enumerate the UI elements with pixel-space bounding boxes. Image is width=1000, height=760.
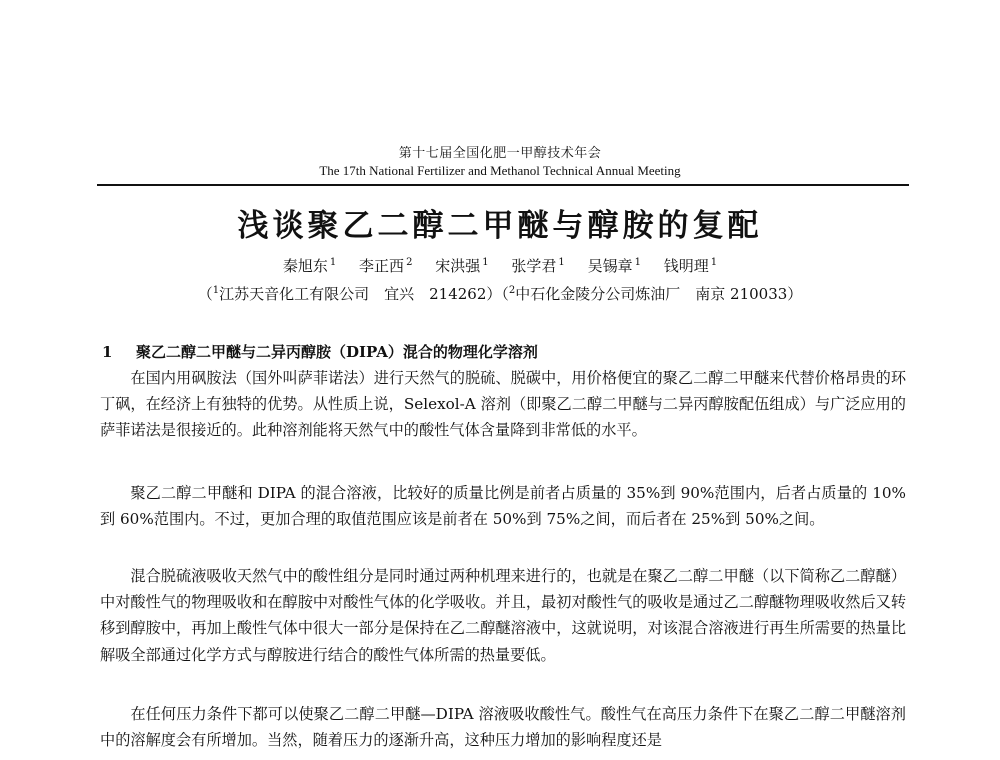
affiliation-mark-1: 1 (212, 285, 220, 296)
affiliation-2: 中石化金陵分公司炼油厂 南京 210033） (515, 285, 803, 303)
author (435, 255, 488, 276)
author-affiliation-mark: 1 (710, 257, 718, 268)
author (511, 255, 564, 276)
author (359, 255, 412, 276)
conference-header-en: The 17th National Fertilizer and Methanol Technical Annual Meeting (319, 163, 681, 178)
body-paragraph: 聚乙二醇二甲醚和 DIPA 的混合溶液，比较好的质量比例是前者占质量的 35%到 90%范围内，后者占质量的 10%到 60%范围内。不过，更加合理的取值范围应该是前者在 50%到 75%之间，而后者在 25%到 50%之间。 (100, 484, 906, 529)
author (283, 255, 336, 276)
author-affiliation-mark: 1 (634, 257, 641, 268)
author-name: 吴锡章 (587, 257, 633, 275)
body-paragraph: 在任何压力条件下都可以使聚乙二醇二甲醚—DIPA 溶液吸收酸性气。酸性气在高压力条件下在聚乙二醇二甲醚溶剂中的溶解度会有所增加。当然，随着压力的逐渐升高，这种压力增加的影响程度还是 (100, 705, 906, 750)
body-paragraph: 在国内用砜胺法（国外叫萨菲诺法）进行天然气的脱硫、脱碳中，用价格便宜的聚乙二醇二甲醚来代替价格昂贵的环丁砜，在经济上有独特的优势。从性质上说，Selexol-A 溶剂（即聚乙二醇二甲醚与二异丙醇胺配伍组成）与广泛应用的萨菲诺法是很接近的。此种溶剂能将天然气中的酸性气体含量降到非常低的水平。 (100, 369, 906, 440)
author (664, 255, 717, 276)
author-list (0, 255, 1000, 276)
affiliation-open: （ (197, 285, 213, 303)
author-affiliation-mark: 1 (329, 257, 337, 268)
author-name: 钱明理 (663, 257, 709, 275)
author-name: 李正西 (359, 257, 405, 275)
author (588, 255, 641, 276)
author-name: 秦旭东 (282, 257, 328, 275)
author-name: 张学君 (511, 257, 557, 275)
author-name: 宋洪强 (435, 257, 481, 275)
affiliation-mark-2: 2 (508, 285, 516, 296)
author-affiliation-mark: 1 (482, 257, 489, 268)
header-rule (97, 184, 909, 186)
author-affiliation-mark: 2 (406, 257, 413, 268)
affiliation-1: 江苏天音化工有限公司 宜兴 214262）（ (219, 285, 509, 303)
affiliations (0, 283, 1000, 304)
section-heading (102, 341, 912, 362)
author-affiliation-mark: 1 (558, 257, 565, 268)
body-paragraph: 混合脱硫液吸收天然气中的酸性组分是同时通过两种机理来进行的，也就是在聚乙二醇二甲醚（以下简称乙二醇醚）中对酸性气的物理吸收和在醇胺中对酸性气体的化学吸收。并且，最初对酸性气的吸收是通过乙二醇醚物理吸收然后又转移到醇胺中，再加上酸性气体中很大一部分是保持在乙二醇醚溶液中，这就说明，对该混合溶液进行再生所需要的热量比解吸全部通过化学方式与醇胺进行结合的酸性气体所需的热量要低。 (100, 567, 906, 664)
paper-title: 浅谈聚乙二醇二甲醚与醇胺的复配 (237, 208, 763, 244)
conference-header-cn: 第十七届全国化肥一甲醇技术年会 (398, 146, 602, 161)
section-title: 聚乙二醇二甲醚与二异丙醇胺（DIPA）混合的物理化学溶剂 (136, 343, 538, 361)
section-number: 1 (102, 343, 113, 361)
